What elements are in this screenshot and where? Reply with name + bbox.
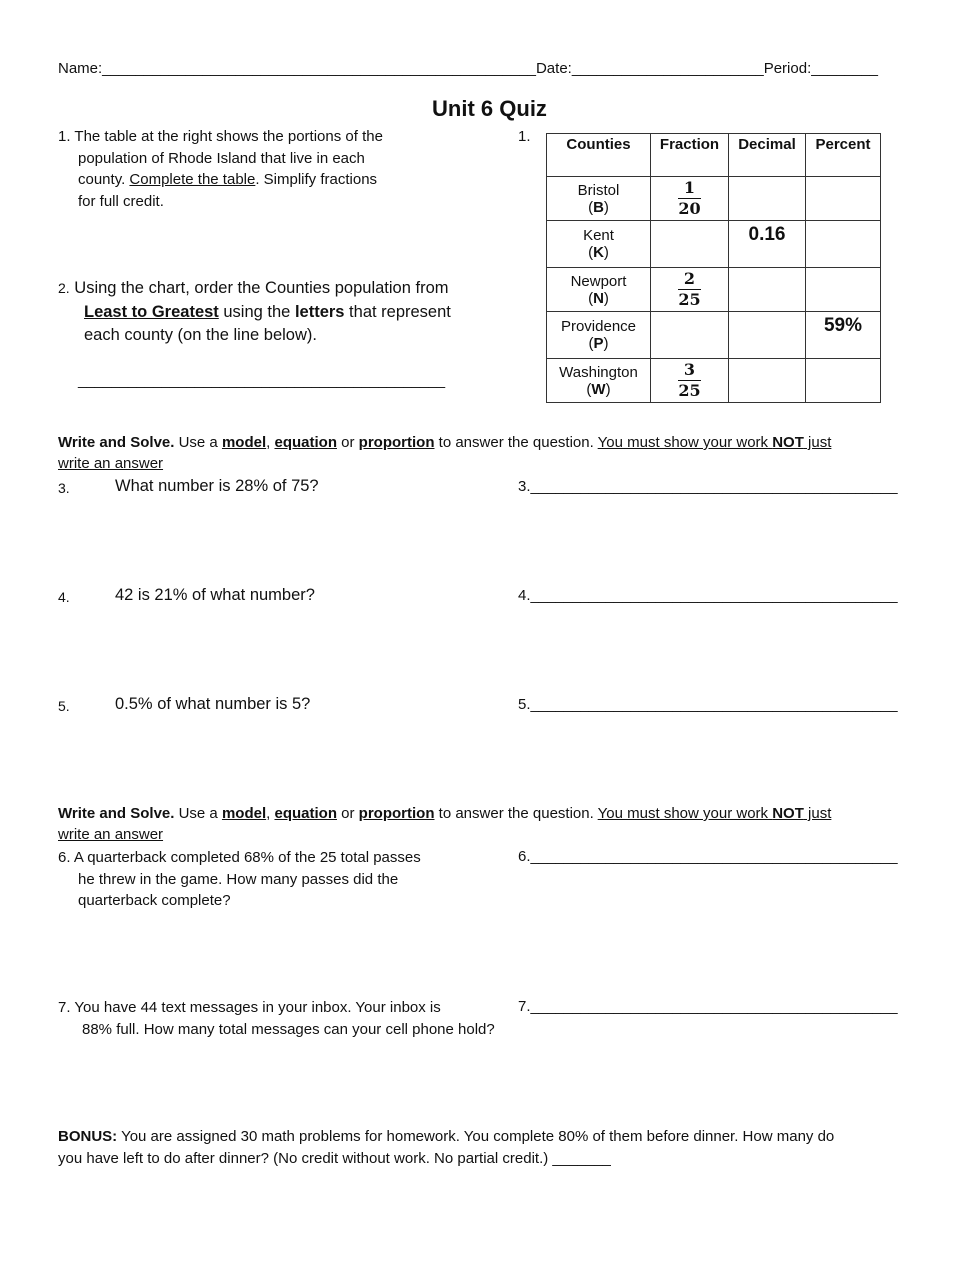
page-title: Unit 6 Quiz xyxy=(432,96,547,121)
decimal-cell[interactable] xyxy=(729,312,806,359)
decimal-cell[interactable] xyxy=(729,359,806,403)
header-counties: Counties xyxy=(547,134,651,177)
fraction-cell[interactable] xyxy=(651,221,729,268)
question-7-text: 7. You have 44 text messages in your inbox. Your inbox is 88% full. How many total messages can your cell phone hold? xyxy=(58,999,495,1038)
table-header-row xyxy=(547,134,881,177)
q1-line4: for full credit. xyxy=(78,192,164,210)
q1-line1: 1. The table at the right shows the portions of the xyxy=(58,128,383,145)
percent-cell[interactable] xyxy=(806,177,881,221)
county-cell: Washington (W) xyxy=(547,359,651,403)
table-row xyxy=(547,177,881,221)
county-cell: Kent (K) xyxy=(547,221,651,268)
answer-line-5[interactable]: 5.____________________________________________ xyxy=(518,696,898,713)
complete-the-table-instruction: Complete the table xyxy=(129,171,256,188)
q2-line2: Least to Greatest using the letters that represent xyxy=(84,302,451,321)
table-row xyxy=(547,221,881,268)
county-cell: Providence (P) xyxy=(547,312,651,359)
question-6-text: 6. A quarterback completed 68% of the 25 total passes he threw in the game. How many passes did the quarterback complete? xyxy=(58,849,421,909)
write-and-solve-instructions: Write and Solve. Use a model, equation or proportion to answer the question. You must show your work NOT just write an answer xyxy=(58,434,832,472)
fraction-cell[interactable]: $\frac{1}{20}$ xyxy=(651,177,729,221)
question-3-text: What number is 28% of 75? xyxy=(115,477,319,495)
fraction-cell[interactable] xyxy=(651,312,729,359)
table-row xyxy=(547,312,881,359)
question-1-text xyxy=(58,126,418,212)
decimal-cell[interactable] xyxy=(729,268,806,312)
q2-line3: each county (on the line below). xyxy=(84,326,317,344)
fraction-cell[interactable]: $\frac{3}{25}$ xyxy=(651,359,729,403)
question-4-number: 4. xyxy=(58,589,70,605)
header-decimal: Decimal xyxy=(729,134,806,177)
county-population-table xyxy=(546,133,881,403)
q2-line1: Using the chart, order the Counties population from xyxy=(74,279,449,297)
write-and-solve-instructions-2: Write and Solve. Use a model, equation or proportion to answer the question. You must show your work NOT just write an answer xyxy=(58,805,832,843)
decimal-cell[interactable] xyxy=(729,177,806,221)
table-row xyxy=(547,268,881,312)
answer-line-6[interactable]: 6.____________________________________________ xyxy=(518,848,898,865)
question-5-text: 0.5% of what number is 5? xyxy=(115,695,311,713)
table-question-number: 1. xyxy=(518,128,531,145)
percent-cell[interactable] xyxy=(806,359,881,403)
header-name-date-period[interactable]: Name:____________________________________________________Date:_______________________Period:________ xyxy=(58,60,878,77)
bonus-question: BONUS: You are assigned 30 math problems for homework. You complete 80% of them before dinner. How many do you have left to do after dinner? (No credit without work. No partial credit.) _______ xyxy=(58,1128,835,1167)
q1-line2: population of Rhode Island that live in each xyxy=(78,149,365,167)
q2-answer-line[interactable]: ____________________________________________ xyxy=(78,372,446,389)
answer-line-3[interactable]: 3.____________________________________________ xyxy=(518,478,898,495)
question-4-text: 42 is 21% of what number? xyxy=(115,586,315,604)
question-5-number: 5. xyxy=(58,698,70,714)
county-cell: Bristol (B) xyxy=(547,177,651,221)
fraction-cell[interactable]: $\frac{2}{25}$ xyxy=(651,268,729,312)
answer-line-4[interactable]: 4.____________________________________________ xyxy=(518,587,898,604)
county-cell: Newport (N) xyxy=(547,268,651,312)
bonus-answer-line[interactable]: you have left to do after dinner? (No credit without work. No partial credit.) _______ xyxy=(58,1149,611,1167)
header-fraction: Fraction xyxy=(651,134,729,177)
q1-line3: county. Complete the table. Simplify fractions xyxy=(78,171,378,188)
percent-cell[interactable] xyxy=(806,268,881,312)
percent-cell[interactable]: 59% xyxy=(806,312,881,359)
question-3-number: 3. xyxy=(58,480,70,496)
answer-line-7[interactable]: 7.____________________________________________ xyxy=(518,998,898,1015)
q2-number: 2. xyxy=(58,280,70,296)
header-percent: Percent xyxy=(806,134,881,177)
table-row xyxy=(547,359,881,403)
percent-cell[interactable] xyxy=(806,221,881,268)
question-2-text xyxy=(58,277,498,348)
decimal-cell[interactable]: 0.16 xyxy=(729,221,806,268)
